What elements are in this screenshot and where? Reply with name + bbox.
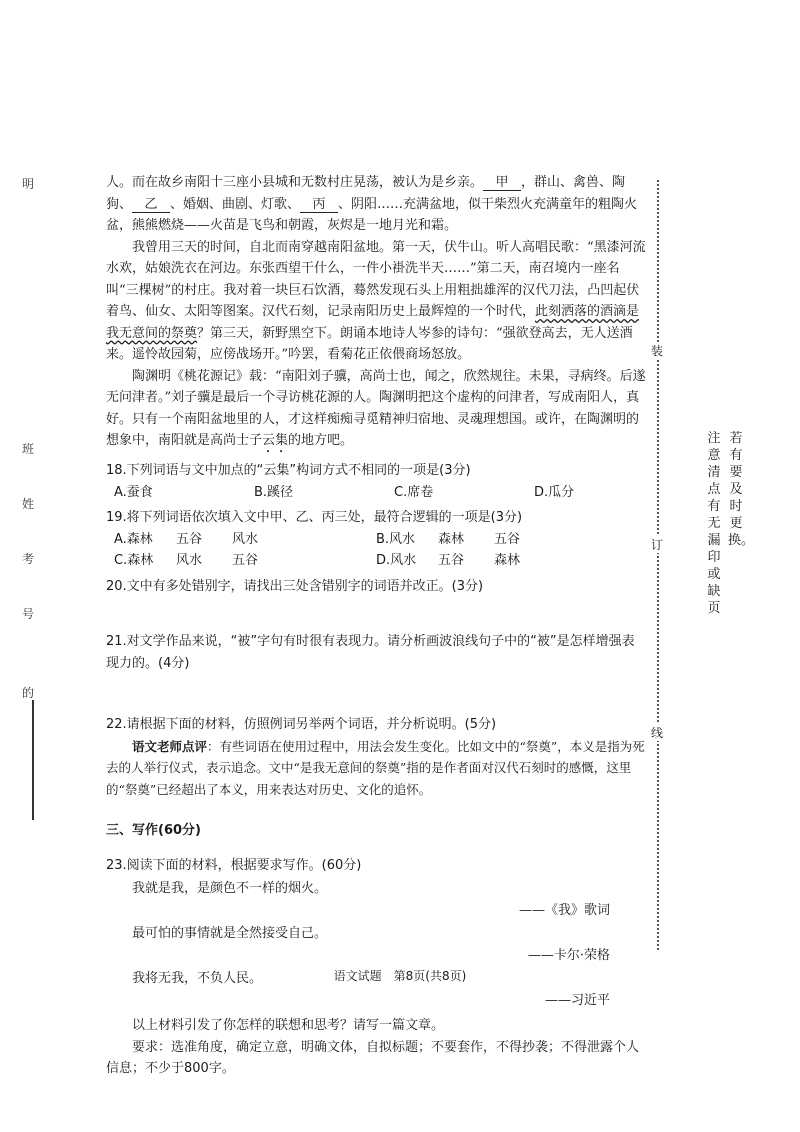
- question-20: 20.文中有多处错别字，请找出三处含错别字的词语并改正。(3分): [106, 578, 484, 594]
- passage-text: 人。而在故乡南阳十三座小县城和无数村庄晃荡，被认为是乡亲。: [106, 175, 484, 190]
- option-word: 森林: [494, 553, 521, 568]
- option-c: C.席卷: [394, 484, 434, 500]
- passage-text: 我曾用三天的时间，自北而南穿越南阳盆地。第一天，伏牛山。听人高唱民歌：“黑漆河流水欢，姑娘洗衣在河边。东张西望干什么，一件小褂洗半天……”第二天，南召境内一座名叫“三棵树”的村庄。我对着一块巨石饮酒，蓦然发现石头上用粗拙雄浑的汉代刀法，凸凹起伏着鸟、仙女、太阳等图案。汉代石刻，记录南阳历史上最辉煌的一个时代，: [106, 239, 646, 319]
- main-column: [106, 172, 646, 1080]
- binding-label-xian: 线: [648, 724, 666, 741]
- teacher-comment: [106, 736, 646, 801]
- option-a: A.蚕食: [114, 484, 153, 500]
- comment-text: ：有些词语在使用过程中，用法会发生变化。比如文中的“祭奠”，本义是指为死去的人举行仪式，表示追念。文中“是我无意间的祭奠”指的是作者面对汉代石刻时的感慨，这里的“祭奠”已经超出了本义，用来表达对历史、文化的追怀。: [106, 738, 645, 797]
- option-word: 五谷: [232, 553, 259, 568]
- left-edge-char: 姓: [22, 497, 35, 511]
- option-word: C.森林: [114, 553, 154, 568]
- option-word: 风水: [232, 531, 259, 547]
- left-edge-char: 号: [22, 607, 35, 621]
- left-edge-char: 明: [22, 177, 35, 191]
- question-22: 22.请根据下面的材料，仿照例词另举两个词语，并分析说明。(5分): [106, 717, 497, 732]
- option-word: D.风水: [376, 553, 417, 568]
- question-19-options: [114, 529, 646, 572]
- quote-1: 我就是我，是颜色不一样的烟火。: [132, 881, 328, 896]
- blank-jia: 甲: [483, 175, 521, 191]
- notice-column-2: 若有要及时更换。: [728, 431, 755, 548]
- wavy-underlined-sentence: 此刻洒落的酒滴是我无意间的祭奠: [106, 304, 640, 341]
- spacer: [106, 800, 646, 814]
- dotted-word-yunji: 云集: [262, 433, 289, 448]
- quote-3-source: ——习近平: [544, 992, 610, 1008]
- answer-space: [106, 597, 646, 627]
- left-edge-char: 的: [22, 686, 35, 700]
- passage-text: ？第三天，新野黑空下。朗诵本地诗人岑参的诗句：“强欲登高去，无人送酒来。遥怜故园菊，应傍战场开。”吟罢，看菊花正依偎商场怒放。: [106, 325, 633, 362]
- option-c: [114, 550, 376, 572]
- blank-yi: 乙: [132, 197, 170, 213]
- option-b: [376, 529, 616, 551]
- binding-label-ding: 订: [648, 536, 666, 553]
- blank-bing: 丙: [300, 197, 338, 213]
- answer-space: [106, 674, 646, 710]
- passage-text: 的地方吧。: [288, 433, 354, 448]
- question-23: 23.阅读下面的材料，根据要求写作。(60分): [106, 857, 362, 873]
- option-d: D.瓜分: [534, 484, 575, 500]
- option-word: 风水: [176, 553, 203, 568]
- quote-3: 我将无我，不负人民。: [132, 971, 263, 986]
- notice-column-1: 注意清点有无漏印或缺页: [707, 431, 721, 616]
- passage-paragraph-1: [106, 172, 646, 237]
- option-word: A.森林: [114, 531, 153, 547]
- passage-text: 陶渊明《桃花源记》载：“南阳刘子骥，高尚士也，闻之，欣然规往。未果，寻病终。后遂无问津者。”刘子骥是最后一个寻访桃花源的人。陶渊明把这个虚构的问津者，写成南阳人，真好。只有一个南阳盆地里的人，才这样痴痴寻觅精神归宿地、灵魂理想国。或许，在陶渊明的想象中，南阳就是高尚士子: [106, 368, 646, 448]
- quote-2: 最可怕的事情就是全然接受自己。: [132, 926, 328, 941]
- passage-paragraph-3: [106, 366, 646, 457]
- binding-label-zhuang: 装: [648, 342, 666, 359]
- option-d: [376, 550, 616, 572]
- comment-label: 语文老师点评: [132, 738, 208, 754]
- option-word: 五谷: [438, 553, 465, 568]
- page-footer: 语文试题 第8页(共8页): [333, 969, 467, 983]
- left-edge-bar: [32, 700, 34, 820]
- option-b: B.蹊径: [254, 484, 294, 500]
- passage-text: 、阴阳……充满盆地，似干柴烈火充满童年的粗陶火盆，熊熊燃烧——火苗是飞鸟和朝霞，灰烬是一地月光和霜。: [106, 196, 638, 233]
- option-word: B.风水: [376, 531, 416, 547]
- binding-dotted-line: [657, 180, 659, 950]
- option-word: 森林: [438, 531, 465, 547]
- writing-requirements: 要求：选准角度，确定立意，明确文体，自拟标题；不要套作，不得抄袭；不得泄露个人信息；不少于800字。: [106, 1039, 640, 1076]
- passage-paragraph-2: [106, 237, 646, 366]
- left-edge-char: 考: [22, 552, 35, 566]
- writing-prompt: 以上材料引发了你怎样的联想和思考？请写一篇文章。: [132, 1018, 445, 1033]
- option-a: [114, 529, 376, 551]
- quote-1-source: ——《我》歌词: [518, 902, 610, 918]
- section-heading-writing: 三、写作(60分): [106, 823, 201, 838]
- quote-2-source: ——卡尔·荣格: [527, 947, 610, 963]
- option-word: 五谷: [494, 531, 521, 547]
- question-18: 18.下列词语与文中加点的“云集”构词方式不相同的一项是(3分): [106, 463, 471, 478]
- left-edge-char: 班: [22, 442, 35, 456]
- passage-text: ，群山、禽兽、陶狗、: [106, 175, 626, 212]
- question-21: 21.对文学作品来说，“被”字句有时很有表现力。请分析画波浪线句子中的“被”是怎样增强表现力的。(4分): [106, 634, 635, 671]
- option-word: 五谷: [176, 531, 203, 547]
- passage-text: 、婚姻、曲剧、灯歌、: [170, 196, 301, 212]
- question-19: 19.将下列词语依次填入文中甲、乙、丙三处，最符合逻辑的一项是(3分): [106, 510, 523, 525]
- question-18-options: [114, 482, 646, 504]
